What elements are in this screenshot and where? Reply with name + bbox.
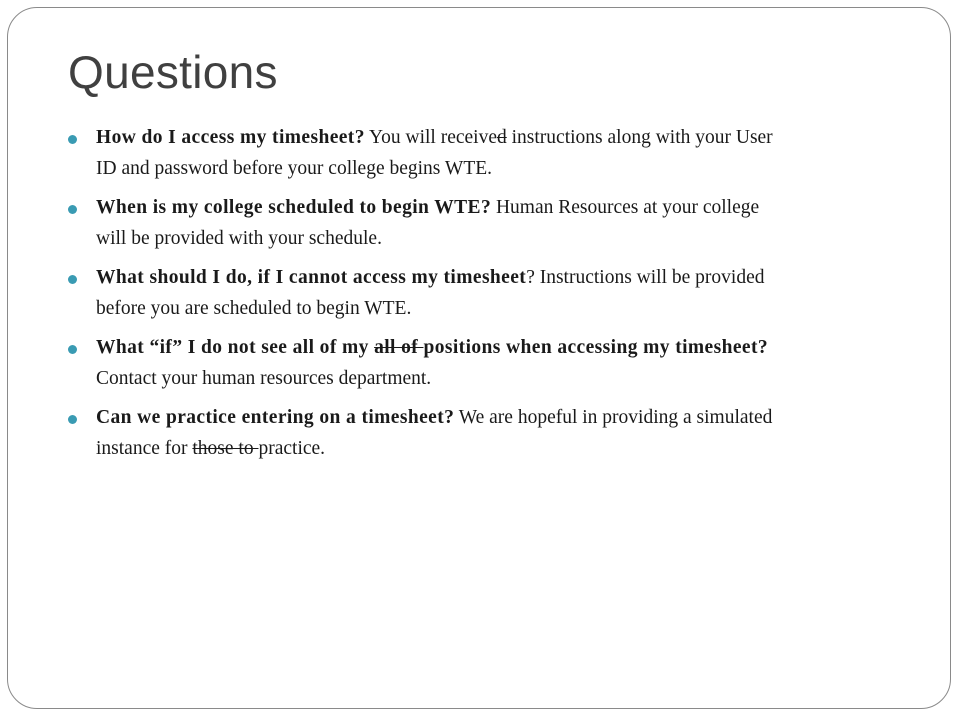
question-text: positions when accessing my timesheet? — [423, 337, 768, 358]
question-list — [68, 122, 788, 472]
list-item — [68, 402, 788, 464]
bullet-dot-icon — [68, 205, 77, 214]
question-text: What should I do, if I cannot access my timesheet — [96, 267, 527, 288]
slide-frame — [7, 7, 951, 709]
bullet-dot-icon — [68, 275, 77, 284]
struck-text: all of — [374, 337, 424, 358]
list-item — [68, 332, 788, 394]
list-item — [68, 262, 788, 324]
answer-text: practice. — [258, 438, 326, 459]
answer-text: We are hopeful in providing a simulated instance for — [96, 407, 773, 459]
answer-text: You will receive — [364, 127, 497, 148]
question-text: When is my college scheduled to begin WTE? — [96, 197, 492, 218]
list-item — [68, 192, 788, 254]
answer-text: Human Resources at your college will be provided with your schedule. — [96, 197, 760, 249]
answer-text: ? Instructions will be provided before you are scheduled to begin WTE. — [96, 267, 765, 319]
struck-text: d — [497, 127, 507, 148]
answer-text: Contact your human resources department. — [96, 368, 432, 389]
answer-text: instructions along with your User ID and password before your college begins WTE. — [96, 127, 773, 179]
question-text: What “if” I do not see all of my — [96, 337, 375, 358]
bullet-dot-icon — [68, 415, 77, 424]
question-text: How do I access my timesheet? — [96, 127, 365, 148]
question-text: Can we practice entering on a timesheet? — [96, 407, 455, 428]
slide-title: Questions — [68, 46, 278, 98]
struck-text: those to — [192, 438, 259, 459]
list-item — [68, 122, 788, 184]
bullet-dot-icon — [68, 345, 77, 354]
bullet-dot-icon — [68, 135, 77, 144]
